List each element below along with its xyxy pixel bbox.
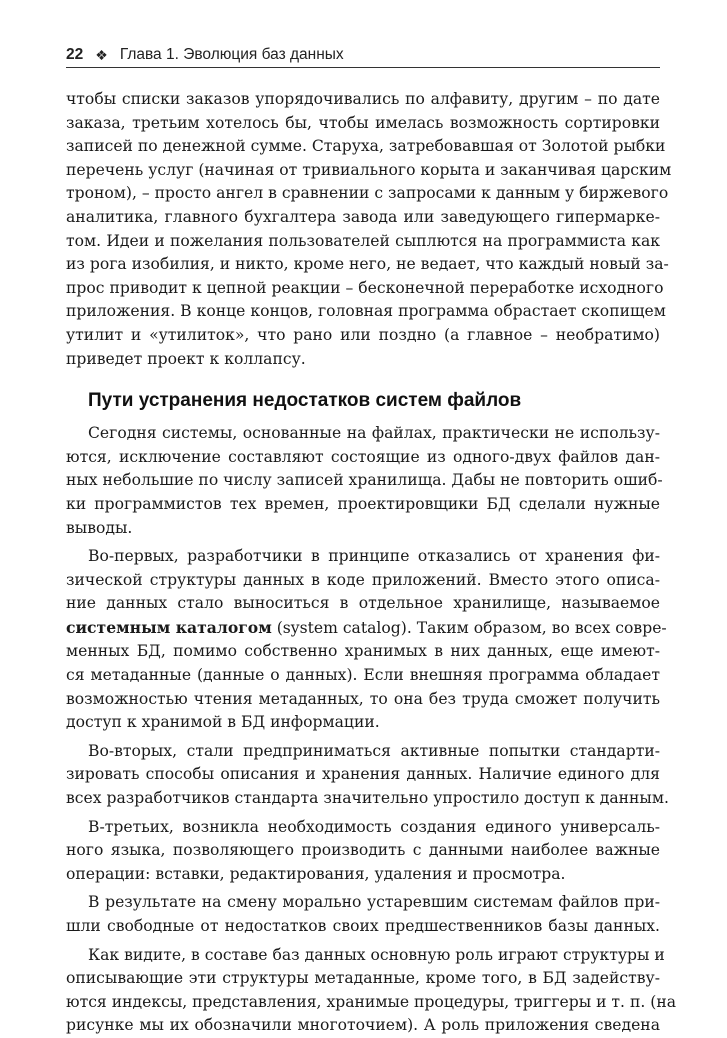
text-line: Сегодня системы, основанные на файлах, практически не использу-	[88, 424, 660, 443]
text-line: возможностью чтения метаданных, то она без труда сможет получить	[66, 689, 660, 708]
body-text	[66, 88, 677, 1038]
header-rule	[66, 67, 660, 68]
text-line-with-term	[66, 616, 667, 641]
text-line: заказа, третьим хотелось бы, чтобы имелась возможность сортировки	[66, 113, 660, 132]
text-line: выводы.	[66, 518, 133, 537]
text-line: зировать способы описания и хранения данных. Наличие единого для	[66, 765, 660, 784]
paragraph-3	[66, 545, 667, 735]
text-line: Во-первых, разработчики в принципе отказались от хранения фи-	[88, 547, 660, 566]
paragraph-5	[66, 816, 660, 887]
text-line: зической структуры данных в коде приложений. Вместо этого описа-	[66, 570, 660, 589]
text-line: ются индексы, представления, хранимые процедуры, триггеры и т. п. (на	[66, 992, 677, 1011]
text-fragment: (system catalog). Таким образом, во всех совре-	[271, 618, 667, 637]
text-line: В результате на смену морально устаревшим системам файлов при-	[88, 893, 660, 912]
text-line: приведет проект к коллапсу.	[66, 349, 306, 368]
text-line: прос приводит к цепной реакции – бесконечной переработке исходного	[66, 278, 664, 297]
text-line: записей по денежной сумме. Старуха, затребовавшая от Золотой рыбки	[66, 137, 666, 156]
running-header	[66, 44, 660, 66]
text-line: описывающие эти структуры метаданные, кроме того, в БД задейству-	[66, 969, 660, 988]
text-line: чтобы списки заказов упорядочивались по алфавиту, другим – по дате	[66, 90, 660, 108]
text-line: В-третьих, возникла необходимость создания единого универсаль-	[88, 817, 660, 836]
text-line: ся метаданные (данные о данных). Если внешняя программа обладает	[66, 666, 660, 685]
text-line: всех разработчиков стандарта значительно упростило доступ к данным.	[66, 789, 669, 808]
ornament-icon: ❖	[95, 46, 108, 63]
text-line: шли свободные от недостатков своих предшественников базы данных.	[66, 917, 660, 935]
text-line: том. Идеи и пожелания пользователей сыплются на программиста как	[66, 231, 660, 250]
text-line: менных БД, помимо собственно хранимых в них данных, еще имеют-	[66, 642, 660, 661]
text-line: из рога изобилия, и никто, кроме него, не ведает, что каждый новый за-	[66, 255, 669, 274]
paragraph-2	[66, 422, 663, 540]
text-line: рисунке мы их обозначили многоточием). А роль приложения сведена	[66, 1016, 660, 1035]
text-line: утилит и «утилиток», что рано или поздно (а главное – необратимо)	[66, 325, 660, 344]
text-line: доступ к хранимой в БД информации.	[66, 713, 380, 732]
text-line: ки программистов тех времен, проектировщики БД сделали нужные	[66, 494, 660, 513]
paragraph-6	[66, 891, 660, 938]
section-heading: Пути устранения недостатков систем файлов	[88, 390, 522, 412]
text-line: Во-вторых, стали предприниматься активные попытки стандарти-	[88, 741, 660, 760]
text-line: перечень услуг (начиная от тривиального корыта и заканчивая царским	[66, 160, 672, 179]
text-line: троном), – просто ангел в сравнении с запросами к данным у биржевого	[66, 184, 669, 203]
text-line: ных небольшие по числу записей хранилища. Дабы не повторить ошиб-	[66, 471, 663, 490]
paragraph-7	[66, 944, 677, 1038]
paragraph-4	[66, 740, 669, 811]
text-line: ются, исключение составляют состоящие из одного-двух файлов дан-	[66, 447, 660, 466]
chapter-title: Глава 1. Эволюция баз данных	[119, 46, 344, 63]
text-line: операции: вставки, редактирования, удаления и просмотра.	[66, 864, 566, 883]
text-line: ного языка, позволяющего производить с данными наиболее важные	[66, 841, 660, 860]
system-catalog-term: системным каталогом	[66, 617, 272, 637]
text-line: аналитика, главного бухгалтера завода или заведующего гипермаркe-	[66, 207, 660, 226]
text-line: приложения. В конце концов, головная программа обрастает скопищем	[66, 302, 666, 321]
text-line: Как видите, в составе баз данных основную роль играют структуры и	[88, 945, 665, 964]
text-line: ние данных стало выноситься в отдельное хранилище, называемое	[66, 594, 660, 613]
paragraph-1	[66, 88, 672, 371]
page-number: 22	[66, 46, 84, 63]
